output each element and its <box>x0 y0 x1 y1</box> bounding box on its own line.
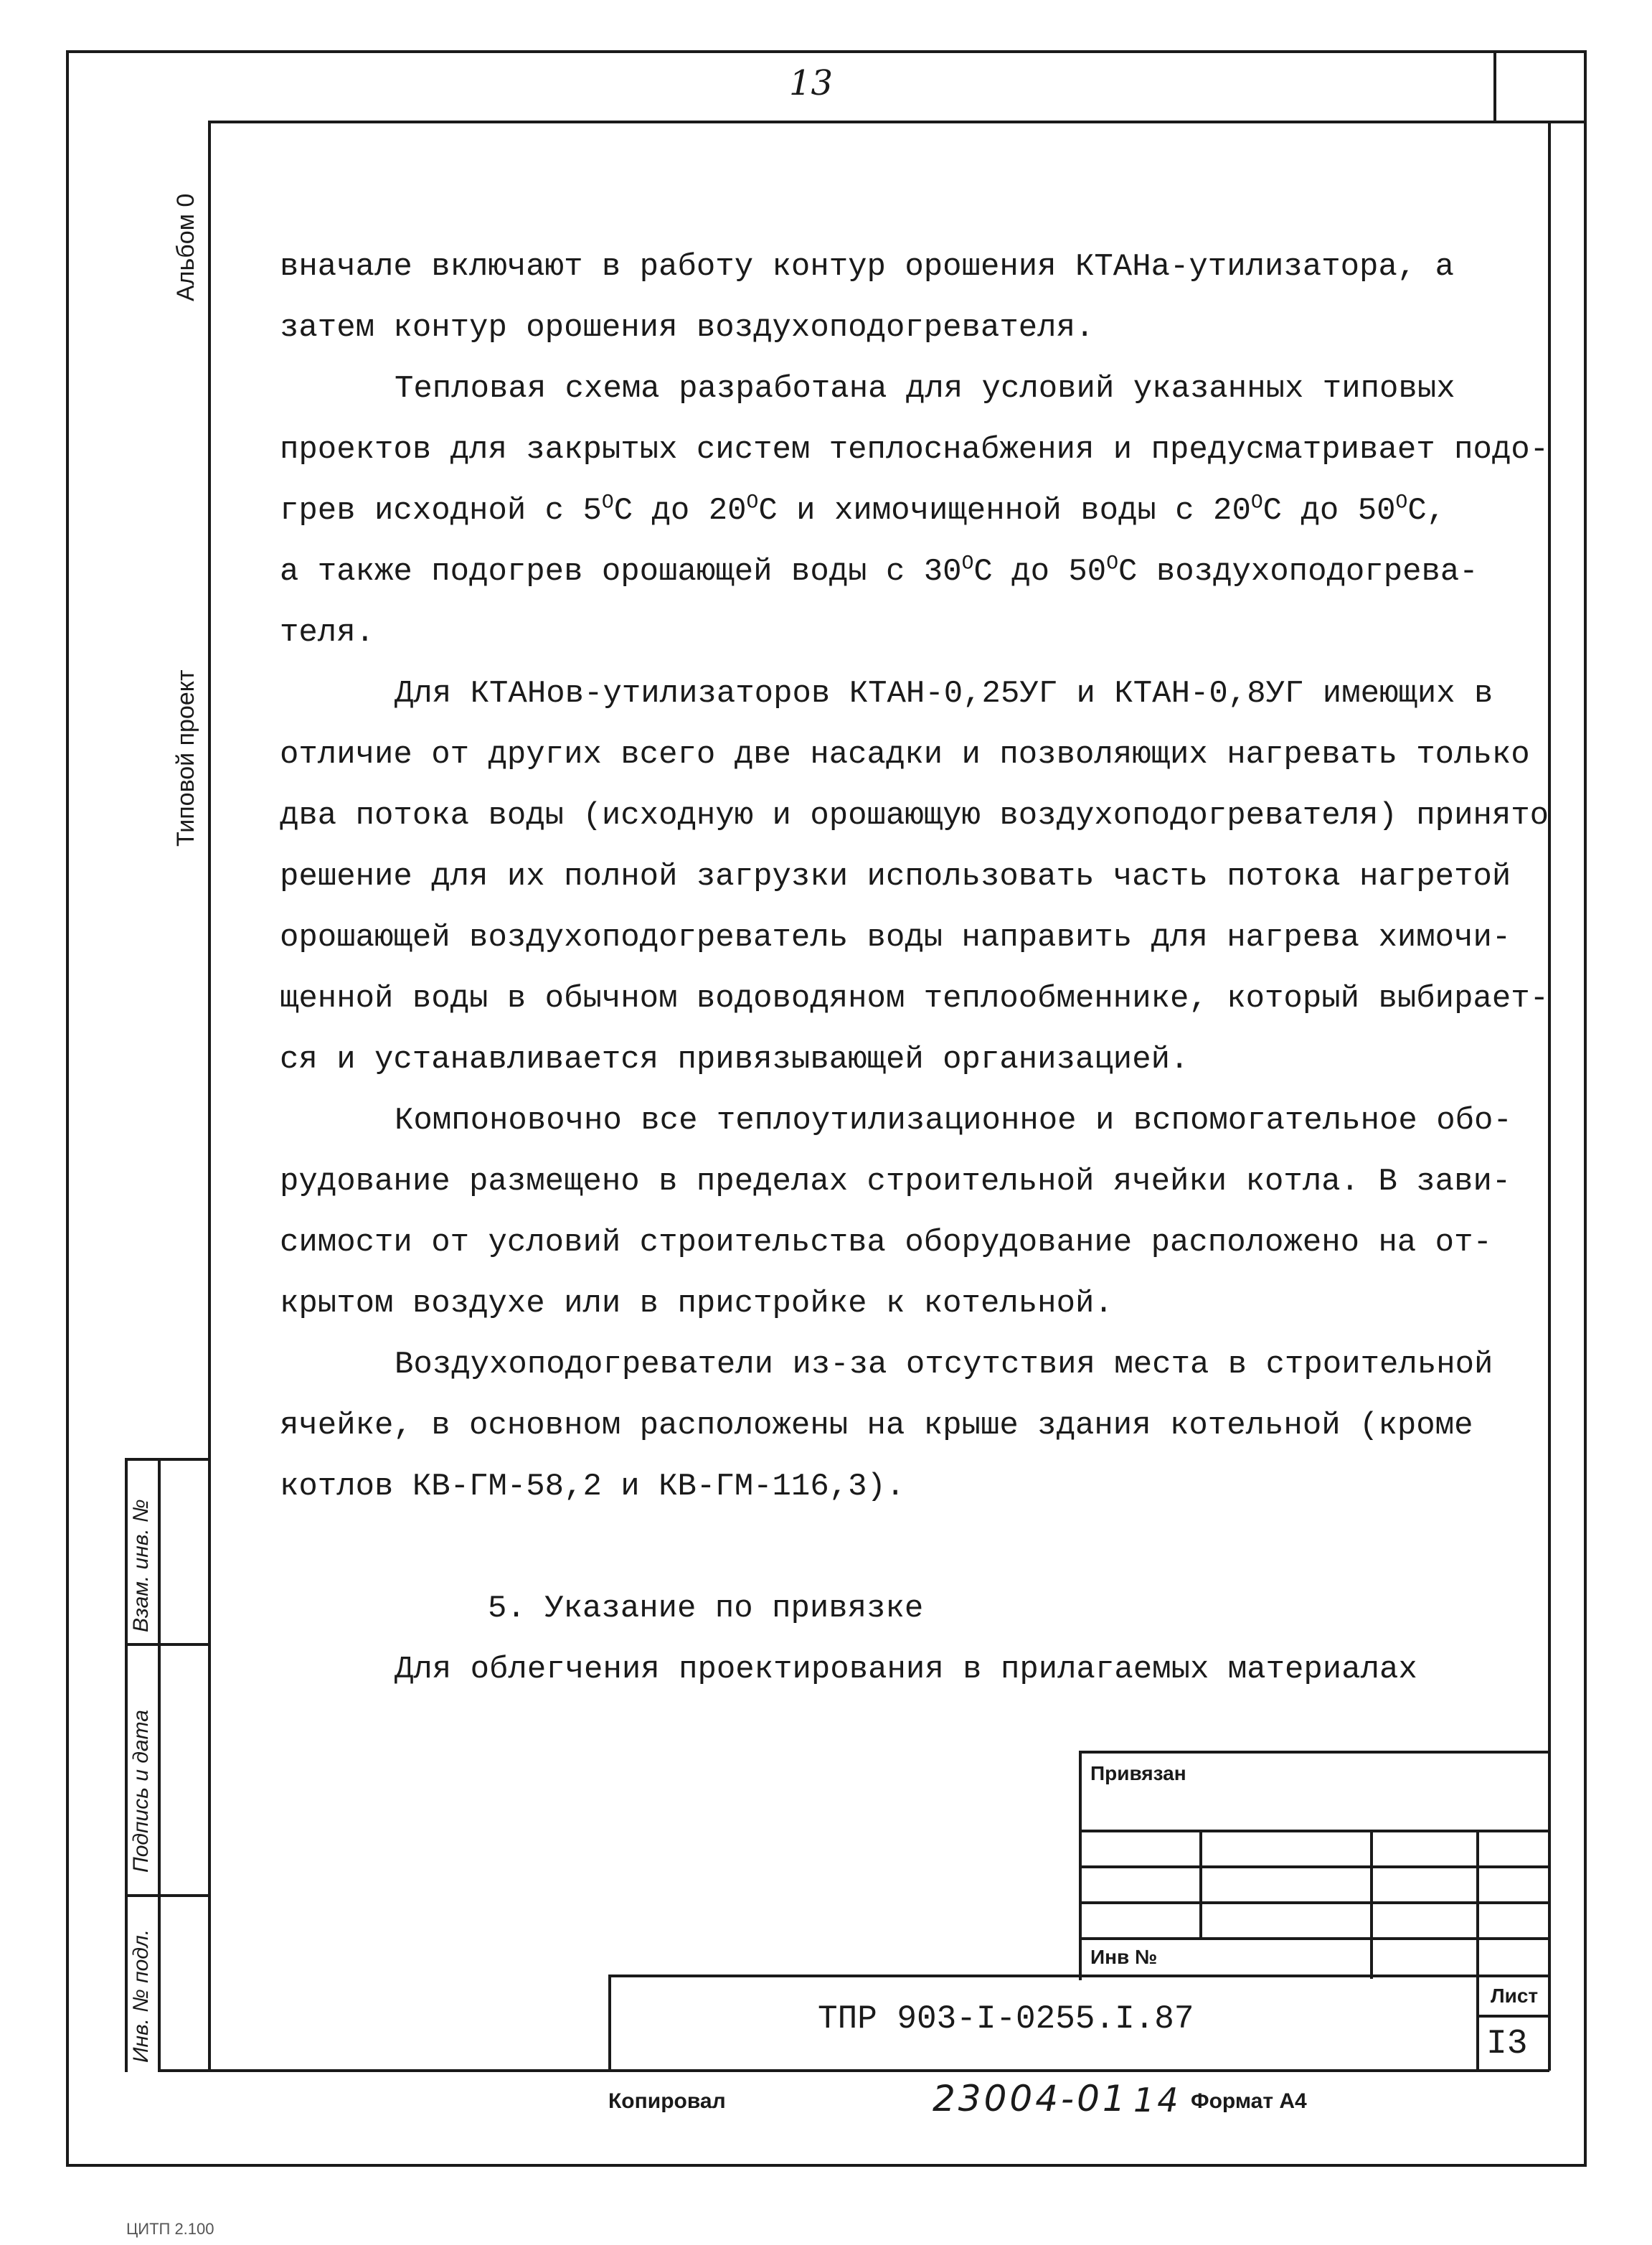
copied-by-label: Копировал <box>608 2089 726 2113</box>
outer-frame-right <box>1584 50 1587 2167</box>
signature-date-label: Подпись и дата <box>129 1710 153 1873</box>
text-line: проектов для закрытых систем теплоснабжения и предусматривает подо- <box>280 432 1549 468</box>
album-label: Альбом 0 <box>172 193 199 301</box>
outer-frame-left <box>66 50 69 2167</box>
corner-box-left <box>1493 50 1496 122</box>
degree-sup: O <box>961 552 974 575</box>
text-line: орошающей воздухоподогреватель воды направить для нагрева химочи- <box>280 920 1511 956</box>
inv-number-label: Инв № <box>1090 1946 1158 1968</box>
binding-table-col1 <box>1199 1830 1202 1937</box>
text-fragment: С до 20 <box>613 493 747 529</box>
text-line: симости от условий строительства оборудование расположено на от- <box>280 1225 1492 1261</box>
binding-table-col3 <box>1476 1830 1479 1979</box>
stamp-column-top <box>125 1458 211 1461</box>
inner-frame-left <box>208 121 211 2071</box>
text-line: решение для их полной загрузки использовать часть потока нагретой <box>280 859 1511 895</box>
project-type-label: Типовой проект <box>172 669 199 847</box>
text-line: затем контур орошения воздухоподогревателя. <box>280 310 1095 346</box>
sheet-label: Лист <box>1491 1985 1539 2007</box>
text-line: Тепловая схема разработана для условий указанных типовых <box>395 371 1455 407</box>
format-label: Формат А4 <box>1191 2089 1307 2113</box>
text-line-superscripts <box>280 481 1557 542</box>
original-inv-label: Инв. № подл. <box>129 1929 153 2063</box>
text-line: ячейке, в основном расположены на крыше здания котельной (кроме <box>280 1408 1473 1444</box>
binding-table-top <box>1079 1751 1549 1754</box>
text-line: ся и устанавливается привязывающей организацией. <box>280 1042 1189 1078</box>
degree-sup: O <box>1106 552 1119 575</box>
text-fragment: С до 50 <box>1262 493 1396 529</box>
degree-sup: O <box>1395 491 1408 514</box>
stamp-column-div1 <box>125 1643 211 1646</box>
section-heading: 5. Указание по привязке <box>488 1591 924 1627</box>
text-line: рудование размещено в пределах строительной ячейки котла. В зави- <box>280 1164 1511 1200</box>
replaced-inv-label: Взам. инв. № <box>129 1499 153 1632</box>
sheet-cell-left <box>1476 1975 1479 2072</box>
bound-label: Привязан <box>1090 1762 1186 1784</box>
text-line: Для КТАНов-утилизаторов КТАН-0,25УГ и КТАН-0,8УГ имеющих в <box>395 676 1493 712</box>
handwritten-page-number: 13 <box>789 63 834 103</box>
stamp-column-div2 <box>125 1894 211 1897</box>
order-number: 23004-01 <box>933 2078 1128 2119</box>
text-line: крытом воздухе или в пристройке к котельной. <box>280 1286 1113 1322</box>
text-fragment: С, <box>1407 493 1446 529</box>
title-cell-left <box>608 1975 611 2072</box>
text-line: Воздухоподогреватели из-за отсутствия места в строительной <box>395 1347 1493 1383</box>
stamp-column-right <box>158 1458 161 2072</box>
degree-sup: O <box>1250 491 1263 514</box>
text-line: котлов КВ-ГМ-58,2 и КВ-ГМ-116,3). <box>280 1469 905 1505</box>
sheet-number: I3 <box>1486 2025 1528 2063</box>
title-cell-top <box>608 1975 1549 1977</box>
handwritten-14: 14 <box>1133 2081 1181 2119</box>
text-line: вначале включают в работу контур орошения КТАНа-утилизатора, а <box>280 249 1455 285</box>
text-line: щенной воды в обычном водоводяном теплообменнике, который выбирает- <box>280 981 1549 1017</box>
outer-frame-bottom <box>66 2164 1587 2167</box>
degree-sup: O <box>601 491 614 514</box>
text-fragment: грев исходной с 5 <box>280 493 602 529</box>
text-line: отличие от других всего две насадки и позволяющих нагревать только <box>280 737 1530 773</box>
text-fragment: а также подогрев орошающей воды с 30 <box>280 554 962 590</box>
sheet-cell-divider <box>1476 2015 1549 2018</box>
printer-mark: ЦИТП 2.100 <box>126 2220 214 2238</box>
text-line-superscripts <box>280 542 1557 603</box>
inner-frame-top <box>208 121 1584 123</box>
text-line: Компоновочно все теплоутилизационное и вспомогательное обо- <box>395 1103 1512 1139</box>
text-line: Для облегчения проектирования в прилагаемых материалах <box>395 1652 1417 1688</box>
inner-frame-bottom <box>158 2069 1549 2072</box>
text-fragment: С воздухоподогрева- <box>1118 554 1478 590</box>
outer-frame-top <box>66 50 1587 53</box>
stamp-column-left <box>125 1458 128 2072</box>
degree-sup: O <box>746 491 759 514</box>
text-line: теля. <box>280 615 375 651</box>
text-fragment: С до 50 <box>973 554 1107 590</box>
binding-table-col2 <box>1370 1830 1373 1979</box>
text-line: два потока воды (исходную и орошающую воздухоподогревателя) принято <box>280 798 1549 834</box>
text-fragment: С и химочищенной воды с 20 <box>758 493 1251 529</box>
main-text <box>280 237 1557 1700</box>
document-code: ТПР 903-I-0255.I.87 <box>818 2000 1194 2038</box>
